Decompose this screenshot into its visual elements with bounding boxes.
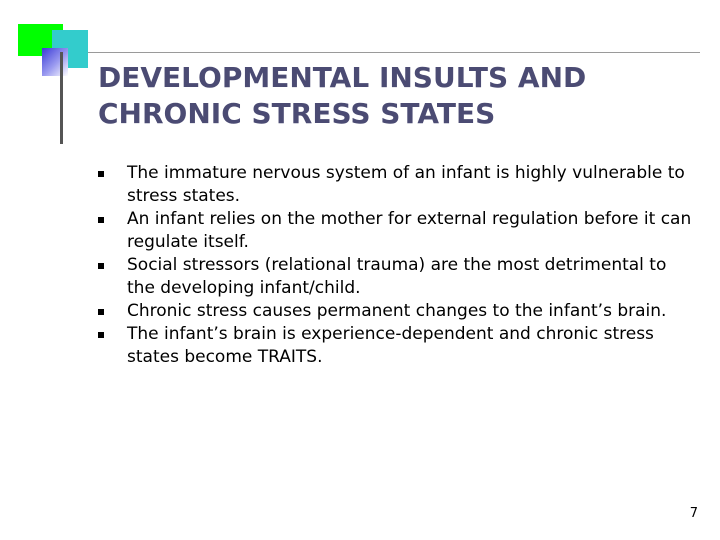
page-number: 7 [689, 506, 698, 521]
bullet-list [98, 162, 698, 369]
square-bullet-icon [98, 217, 104, 223]
square-bullet-icon [98, 309, 104, 315]
square-bullet-icon [98, 263, 104, 269]
bullet-text: An infant relies on the mother for external regulation before it can regulate itself. [127, 209, 692, 252]
bullet-text: Chronic stress causes permanent changes to the infant’s brain. [127, 301, 667, 321]
slide-title-line-2: CHRONIC STRESS STATES [98, 97, 496, 130]
bullet-item [98, 300, 698, 323]
bullet-text: The immature nervous system of an infant is highly vulnerable to stress states. [127, 163, 685, 206]
bullet-text: Social stressors (relational trauma) are the most detrimental to the developing infant/child. [127, 255, 667, 298]
bullet-item [98, 323, 698, 369]
square-bullet-icon [98, 332, 104, 338]
square-bullet-icon [98, 171, 104, 177]
decor-vertical-rule [60, 52, 63, 144]
bullet-item [98, 208, 698, 254]
decor-blue-gradient-square [42, 48, 68, 76]
slide-title-line-1: DEVELOPMENTAL INSULTS AND [98, 61, 587, 94]
decor-horizontal-rule [88, 52, 700, 53]
bullet-item [98, 254, 698, 300]
bullet-text: The infant’s brain is experience-dependent and chronic stress states become TRAITS. [127, 324, 654, 367]
bullet-item [98, 162, 698, 208]
slide-title [98, 60, 698, 132]
